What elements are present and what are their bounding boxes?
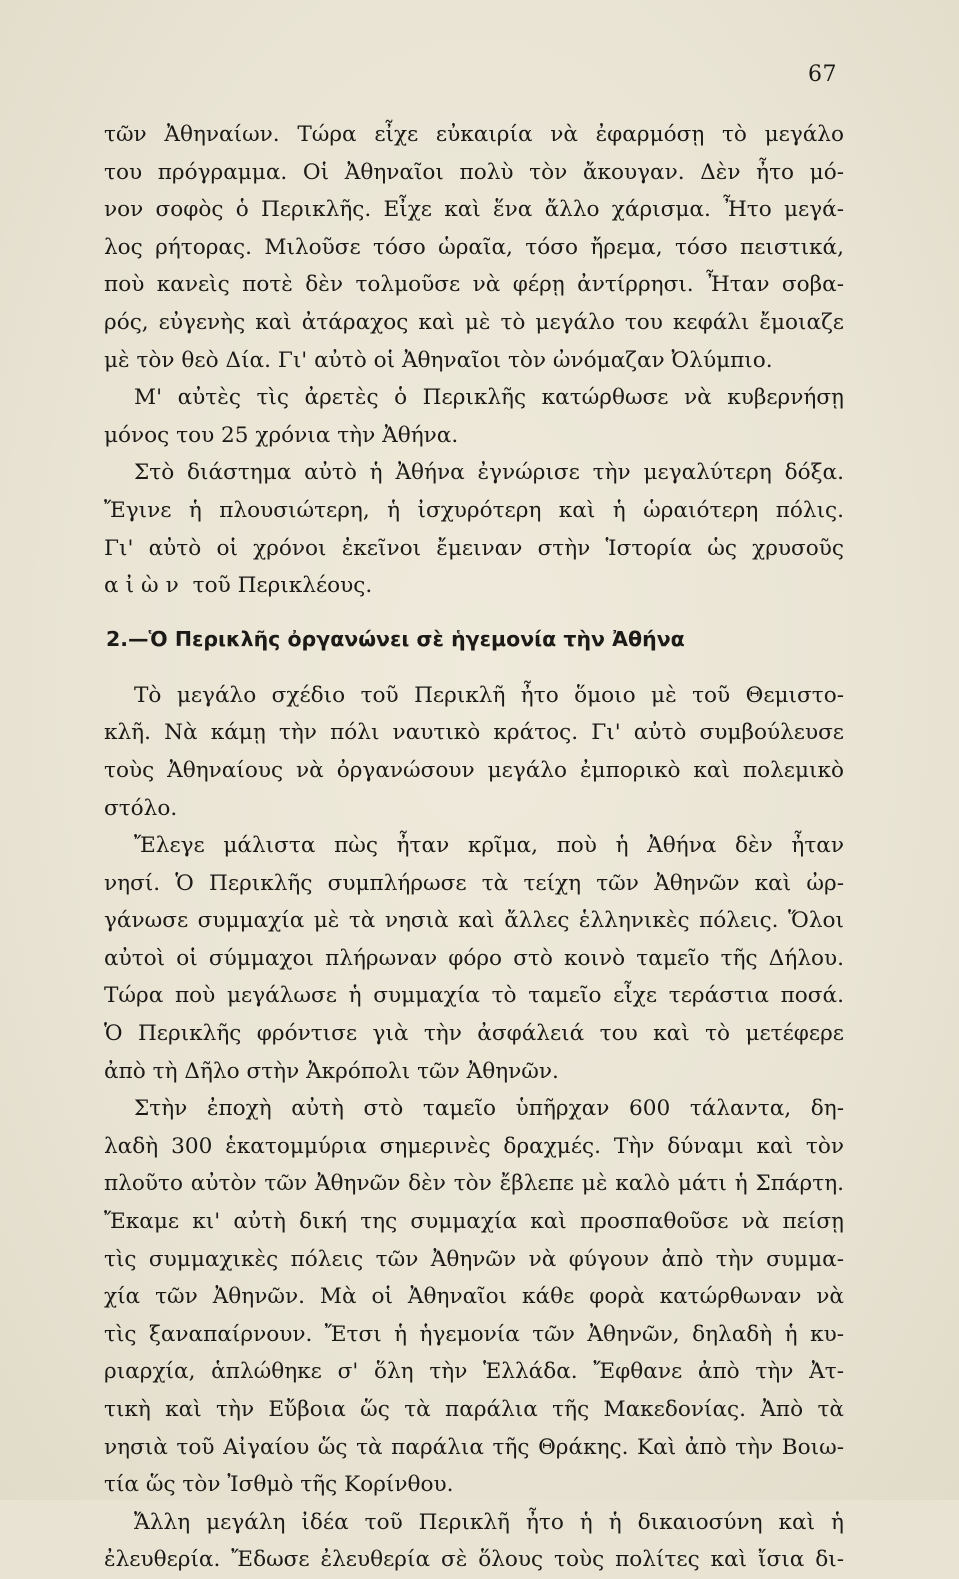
text-line: γάνωσε συμμαχία μὲ τὰ νησιὰ καὶ ἄλλες ἑλληνικὲς πόλεις. Ὅλοι xyxy=(104,908,844,934)
body-text xyxy=(104,116,844,1579)
text-line: λος ρήτορας. Μιλοῦσε τόσο ὡραῖα, τόσο ἤρεμα, τόσο πειστικά, xyxy=(104,234,844,260)
text-line: Τὸ μεγάλο σχέδιο τοῦ Περικλῆ ἦτο ὅμοιο μὲ τοῦ Θεμιστο- xyxy=(134,682,844,708)
text-line: Γι' αὐτὸ οἱ χρόνοι ἐκεῖνοι ἔμειναν στὴν Ἱστορία ὡς χρυσοῦς xyxy=(104,535,844,561)
text-line: Στὸ διάστημα αὐτὸ ἡ Ἀθήνα ἐγνώρισε τὴν μεγαλύτερη δόξα. xyxy=(134,460,844,486)
text-line: τῶν Ἀθηναίων. Τώρα εἶχε εὐκαιρία νὰ ἐφαρμόσῃ τὸ μεγάλο xyxy=(104,122,844,147)
text-line: μὲ τὸν θεὸ Δία. Γι' αὐτὸ οἱ Ἀθηναῖοι τὸν ὠνόμαζαν Ὀλύμπιο. xyxy=(104,347,773,373)
text-line: λαδὴ 300 ἑκατομμύρια σημερινὲς δραχμές. Τὴν δύναμι καὶ τὸν xyxy=(104,1133,844,1159)
text-line: νησιὰ τοῦ Αἰγαίου ὥς τὰ παράλια τῆς Θράκης. Καὶ ἀπὸ τὴν Βοιω- xyxy=(104,1434,844,1460)
text-line: Ἔγινε ἡ πλουσιώτερη, ἡ ἰσχυρότερη καὶ ἡ ὡραιότερη πόλις. xyxy=(104,497,844,523)
text-line: τικὴ καὶ τὴν Εὔβοια ὥς τὰ παράλια τῆς Μακεδονίας. Ἀπὸ τὰ xyxy=(104,1397,844,1422)
text-line: νησί. Ὁ Περικλῆς συμπλήρωσε τὰ τείχη τῶν Ἀθηνῶν καὶ ὠρ- xyxy=(104,870,844,896)
text-fragment: τοῦ Περικλέους. xyxy=(185,573,373,599)
text-line xyxy=(104,567,844,605)
text-line: Μ' αὐτὲς τὶς ἀρετὲς ὁ Περικλῆς κατώρθωσε νὰ κυβερνήσῃ xyxy=(134,385,844,411)
text-line: νον σοφὸς ὁ Περικλῆς. Εἶχε καὶ ἕνα ἄλλο χάρισμα. Ἦτο μεγά- xyxy=(104,197,844,223)
text-line: ἐλευθερία. Ἔδωσε ἐλευθερία σὲ ὅλους τοὺς πολίτες καὶ ἴσια δι- xyxy=(104,1547,844,1573)
text-line: Τώρα ποὺ μεγάλωσε ἡ συμμαχία τὸ ταμεῖο εἶχε τεράστια ποσά. xyxy=(104,983,844,1009)
text-line: μόνος του 25 χρόνια τὴν Ἀθήνα. xyxy=(104,422,459,448)
text-line: Στὴν ἐποχὴ αὐτὴ στὸ ταμεῖο ὑπῆρχαν 600 τάλαντα, δη- xyxy=(134,1096,844,1122)
text-line: ριαρχία, ἁπλώθηκε σ' ὅλη τὴν Ἑλλάδα. Ἔφθανε ἀπὸ τὴν Ἀτ- xyxy=(104,1359,844,1385)
emphasized-phrase: αἰὼν xyxy=(104,573,186,599)
text-line: Ἔλεγε μάλιστα πὼς ἦταν κρῖμα, ποὺ ἡ Ἀθήνα δὲν ἦταν xyxy=(134,833,844,859)
text-line: ποὺ κανεὶς ποτὲ δὲν τολμοῦσε νὰ φέρῃ ἀντίρρησι. Ἦταν σοβα- xyxy=(104,272,844,298)
text-line: πλοῦτο αὐτὸν τῶν Ἀθηνῶν δὲν τὸν ἔβλεπε μὲ καλὸ μάτι ἡ Σπάρτη. xyxy=(104,1171,844,1197)
text-line: ρός, εὐγενὴς καὶ ἀτάραχος καὶ μὲ τὸ μεγάλο του κεφάλι ἔμοιαζε xyxy=(104,309,844,335)
text-line: Ὁ Περικλῆς φρόντισε γιὰ τὴν ἀσφάλειά του καὶ τὸ μετέφερε xyxy=(104,1021,844,1047)
text-line: τοὺς Ἀθηναίους νὰ ὀργανώσουν μεγάλο ἐμπορικὸ καὶ πολεμικὸ xyxy=(104,757,844,783)
text-line: χία τῶν Ἀθηνῶν. Μὰ οἱ Ἀθηναῖοι κάθε φορὰ κατώρθωναν νὰ xyxy=(104,1284,844,1310)
text-line: τία ὥς τὸν Ἰσθμὸ τῆς Κορίνθου. xyxy=(104,1472,454,1498)
text-line: του πρόγραμμα. Οἱ Ἀθηναῖοι πολὺ τὸν ἄκουγαν. Δὲν ἦτο μό- xyxy=(104,159,844,185)
text-line: Ἔκαμε κι' αὐτὴ δική της συμμαχία καὶ προσπαθοῦσε νὰ πείσῃ xyxy=(104,1209,844,1235)
text-line: ἀπὸ τὴ Δῆλο στὴν Ἀκρόπολι τῶν Ἀθηνῶν. xyxy=(104,1058,559,1084)
text-line: στόλο. xyxy=(104,795,178,821)
text-line: κλῆ. Νὰ κάμῃ τὴν πόλι ναυτικὸ κράτος. Γι' αὐτὸ συμβούλευσε xyxy=(104,720,844,746)
text-line: τὶς συμμαχικὲς πόλεις τῶν Ἀθηνῶν νὰ φύγουν ἀπὸ τὴν συμμα- xyxy=(104,1246,844,1272)
text-line: Ἄλλη μεγάλη ἰδέα τοῦ Περικλῆ ἦτο ἡ ἡ δικαιοσύνη καὶ ἡ xyxy=(134,1509,844,1535)
text-line: αὐτοὶ οἱ σύμμαχοι πλήρωναν φόρο στὸ κοινὸ ταμεῖο τῆς Δήλου. xyxy=(104,945,844,971)
text-line: τὶς ξαναπαίρνουν. Ἔτσι ἡ ἡγεμονία τῶν Ἀθηνῶν, δηλαδὴ ἡ κυ- xyxy=(104,1321,844,1347)
page-number: 67 xyxy=(808,62,837,87)
section-heading: 2.—Ὁ Περικλῆς ὀργανώνει σὲ ἡγεμονία τὴν Ἀθήνα xyxy=(106,626,685,651)
